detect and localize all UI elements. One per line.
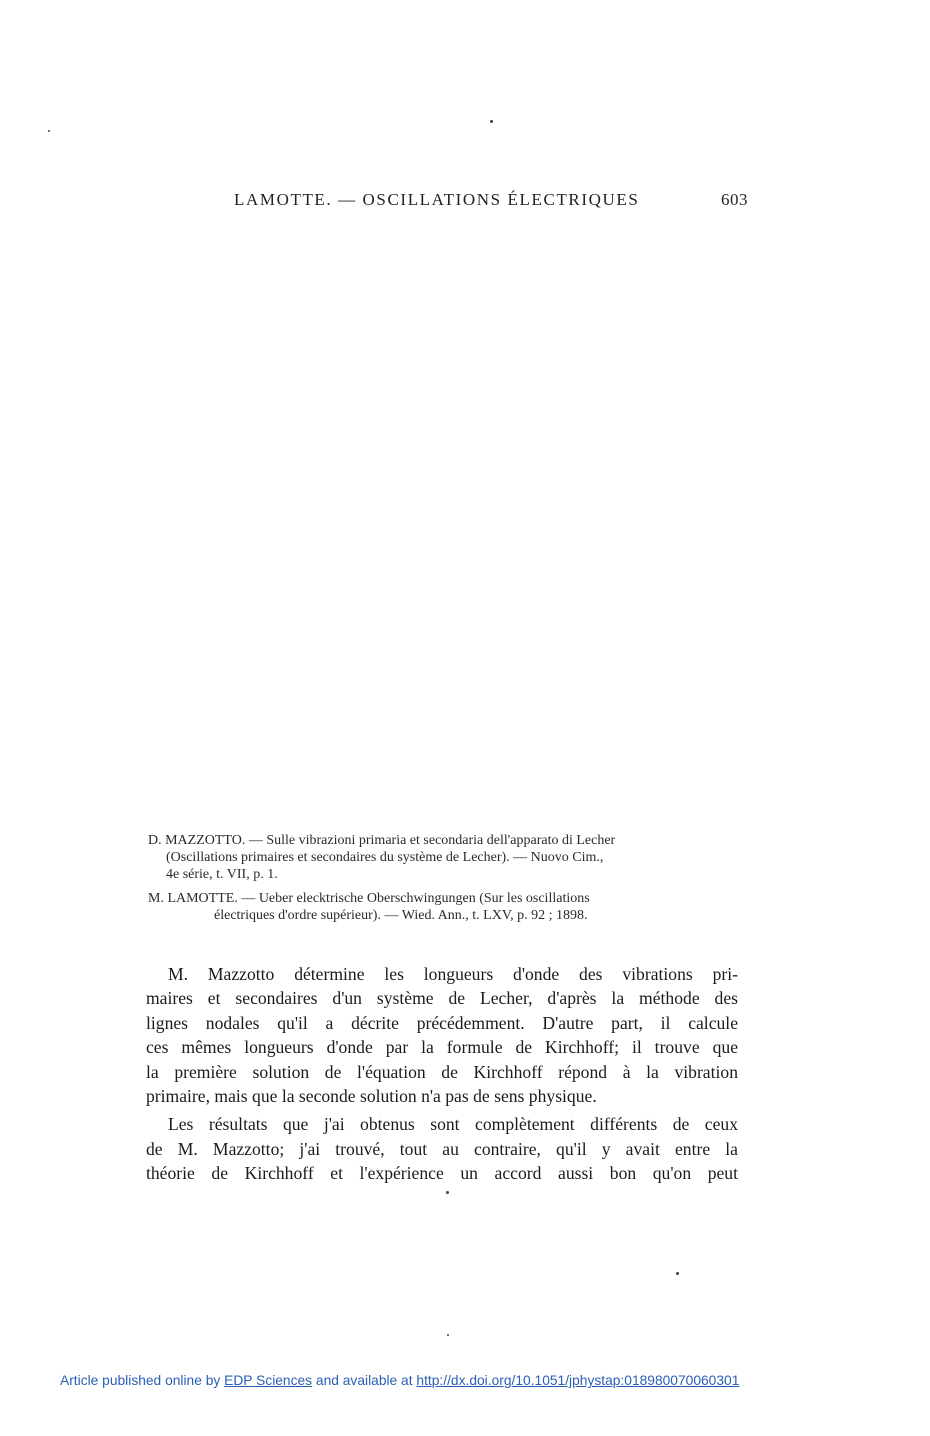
scan-speck [676, 1272, 679, 1275]
footer-middle: and available at [312, 1373, 417, 1388]
article-body [146, 962, 738, 1186]
scan-speck [490, 120, 493, 123]
running-title: LAMOTTE. — OSCILLATIONS ÉLECTRIQUES [234, 190, 640, 209]
page-number: 603 [721, 190, 748, 209]
body-line: Les résultats que j'ai obtenus sont complètement différents de ceux [168, 1114, 738, 1135]
paragraph-1 [146, 962, 738, 1108]
scan-speck [446, 1191, 449, 1194]
body-line: maires et secondaires d'un système de Lecher, d'après la méthode des [146, 988, 738, 1009]
body-line: théorie de Kirchhoff et l'expérience un accord aussi bon qu'on peut [146, 1163, 738, 1184]
reference-line: D. MAZZOTTO. — Sulle vibrazioni primaria et secondaria dell'apparato di Lecher [148, 833, 616, 848]
reference-line: (Oscillations primaires et secondaires du système de Lecher). — Nuovo Cim., [166, 850, 604, 865]
reference-lamotte [148, 890, 740, 924]
reference-line: 4e série, t. VII, p. 1. [166, 867, 278, 882]
reference-line: M. LAMOTTE. — Ueber elecktrische Oberschwingungen (Sur les oscillations [148, 891, 590, 906]
footer-prefix: Article published online by [60, 1373, 225, 1388]
body-line: de M. Mazzotto; j'ai trouvé, tout au contraire, qu'il y avait entre la [146, 1138, 738, 1159]
body-line: la première solution de l'équation de Kirchhoff répond à la vibration [146, 1061, 738, 1082]
doi-link[interactable]: http://dx.doi.org/10.1051/jphystap:018980070060301 [416, 1373, 740, 1388]
scan-speck [48, 130, 50, 132]
scan-speck [447, 1334, 449, 1336]
body-line: ces mêmes longueurs d'onde par la formule de Kirchhoff; il trouve que [146, 1037, 738, 1058]
reference-line: électriques d'ordre supérieur). — Wied. Ann., t. LXV, p. 92 ; 1898. [214, 908, 588, 923]
paragraph-2 [146, 1112, 738, 1185]
publisher-link[interactable]: EDP Sciences [224, 1373, 313, 1388]
reference-list [148, 832, 740, 931]
body-line: lignes nodales qu'il a décrite précédemment. D'autre part, il calcule [146, 1012, 738, 1033]
body-line: primaire, mais que la seconde solution n'a pas de sens physique. [146, 1086, 597, 1107]
reference-mazzotto [148, 832, 740, 883]
body-line: M. Mazzotto détermine les longueurs d'onde des vibrations pri- [168, 964, 738, 984]
publication-footer [60, 1373, 920, 1388]
